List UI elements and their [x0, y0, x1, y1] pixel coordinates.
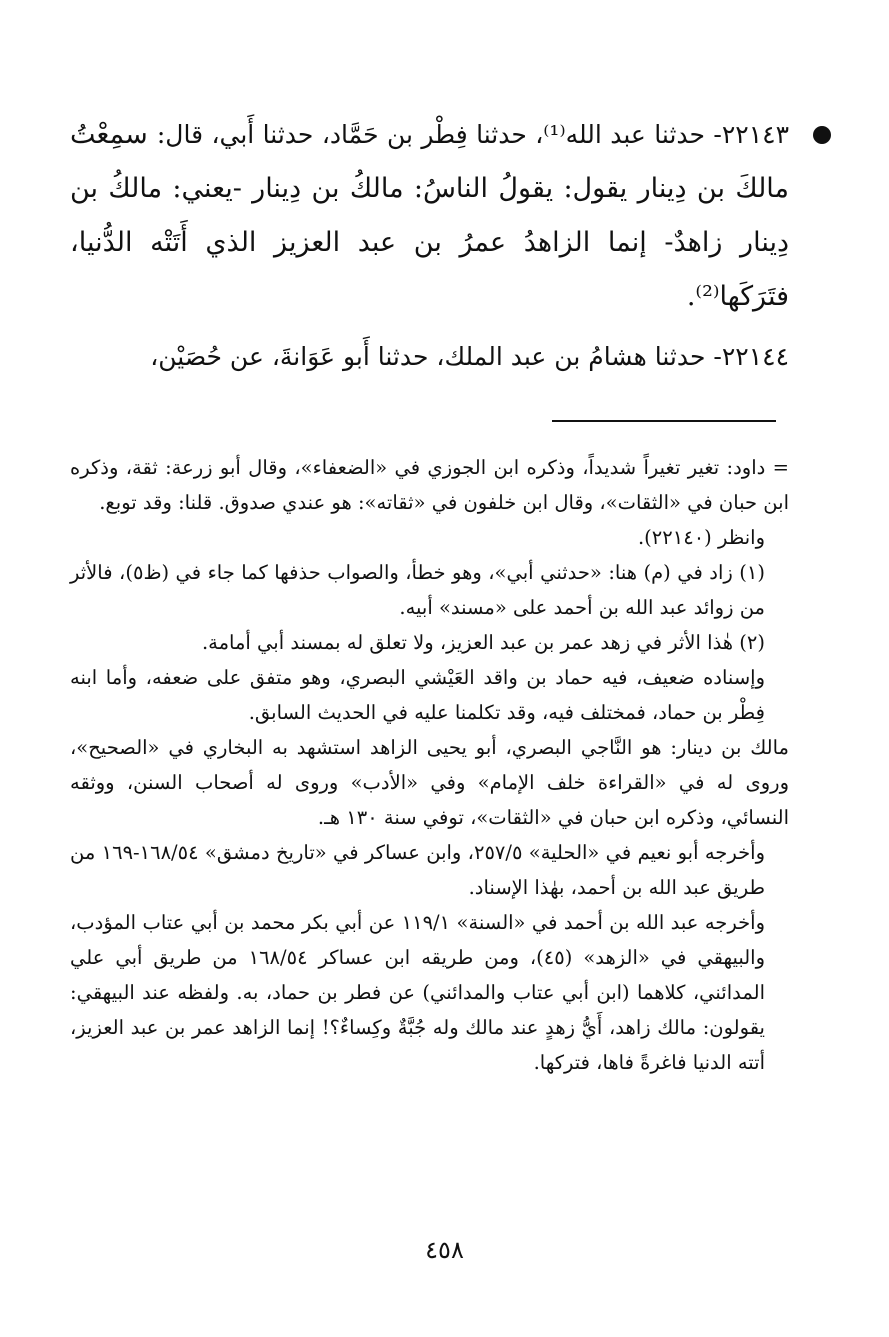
footnote-separator — [552, 420, 776, 422]
footnote-2-intro: (٢) هٰذا الأثر في زهد عمر بن عبد العزيز، ولا تعلق له بمسند أبي أمامة. — [201, 631, 765, 654]
main-text — [70, 108, 789, 384]
page-number: ٤٥٨ — [425, 1236, 464, 1264]
hadith-22144 — [70, 330, 789, 384]
footnote-see-also: وانظر (٢٢١٤٠). — [637, 526, 765, 549]
footnote-1: (١) زاد في (م) هنا: «حدثني أبي»، وهو خطأ، والصواب حذفها كما جاء في (ظ٥)، فالأثر من زوائد عبد الله بن أحمد على «مسند» أبيه. — [70, 561, 765, 619]
footnote-2-takhrij-1: وأخرجه أبو نعيم في «الحلية» ٢٥٧/٥، وابن عساكر في «تاريخ دمشق» ١٦٨/٥٤-١٦٩ من طريق عبد الله بن أحمد، بهٰذا الإسناد. — [70, 841, 765, 899]
footnote-2-malik: مالك بن دينار: هو النَّاجي البصري، أبو يحيى الزاهد استشهد به البخاري في «الصحيح»، وروى له في «القراءة خلف الإمام» وفي «الأدب» وروى له أصحاب السنن، ووثقه النسائي، وذكره ابن حبان في «الثقات»، توفي سنة ١٣٠ هـ. — [70, 736, 789, 829]
hadith-bullet-icon — [813, 126, 831, 144]
hadith-22143 — [70, 108, 789, 324]
footnote-2-isnad: وإسناده ضعيف، فيه حماد بن واقد العَيْشي البصري، وهو متفق على ضعفه، وأما ابنه فِطْر بن حماد، فمختلف فيه، وقد تكلمنا عليه في الحديث السابق. — [70, 666, 765, 724]
footnote-2-takhrij-2: وأخرجه عبد الله بن أحمد في «السنة» ١١٩/١ عن أبي بكر محمد بن أبي عتاب المؤدب، والبيهقي في «الزهد» (٤٥)، ومن طريقه ابن عساكر ١٦٨/٥٤ من طريق أبي علي المدائني، كلاهما (ابن أبي عتاب والمدائني) عن فطر بن حماد، به. ولفظه عند البيهقي: يقولون: مالك زاهد، أَيُّ زهدٍ عند مالك وله جُبَّةٌ وكِساءٌ؟! إنما الزاهد عمر بن عبد العزيز، أتته الدنيا فاغرةً فاها، فتركها. — [70, 911, 765, 1074]
footnote-continuation: = داود: تغير تغيراً شديداً، وذكره ابن الجوزي في «الضعفاء»، وقال أبو زرعة: ثقة، وذكره ابن حبان في «الثقات»، وقال ابن خلفون في «ثقاته»: هو عندي صدوق. قلنا: وقد توبع. — [70, 456, 789, 514]
hadith-22143-isnad: ٢٢١٤٣- حدثنا عبد الله⁽¹⁾، حدثنا فِطْر بن حَمَّاد، حدثنا أَبي، قال: — [156, 120, 789, 149]
hadith-22143-matn: سمِعْتُ مالكَ بن دِينار يقول: يقولُ الناسُ: مالكُ بن دِينار -يعني: مالكُ بن دِينار زاهدٌ- إنما الزاهدُ عمرُ بن عبد العزيز الذي أَتَتْه الدُّنيا، فتَرَكَها⁽²⁾. — [70, 119, 789, 312]
footnotes-section — [70, 450, 789, 1080]
hadith-22144-isnad: ٢٢١٤٤- حدثنا هشامُ بن عبد الملك، حدثنا أَبو عَوَانةَ، عن حُصَيْن، — [150, 342, 789, 371]
